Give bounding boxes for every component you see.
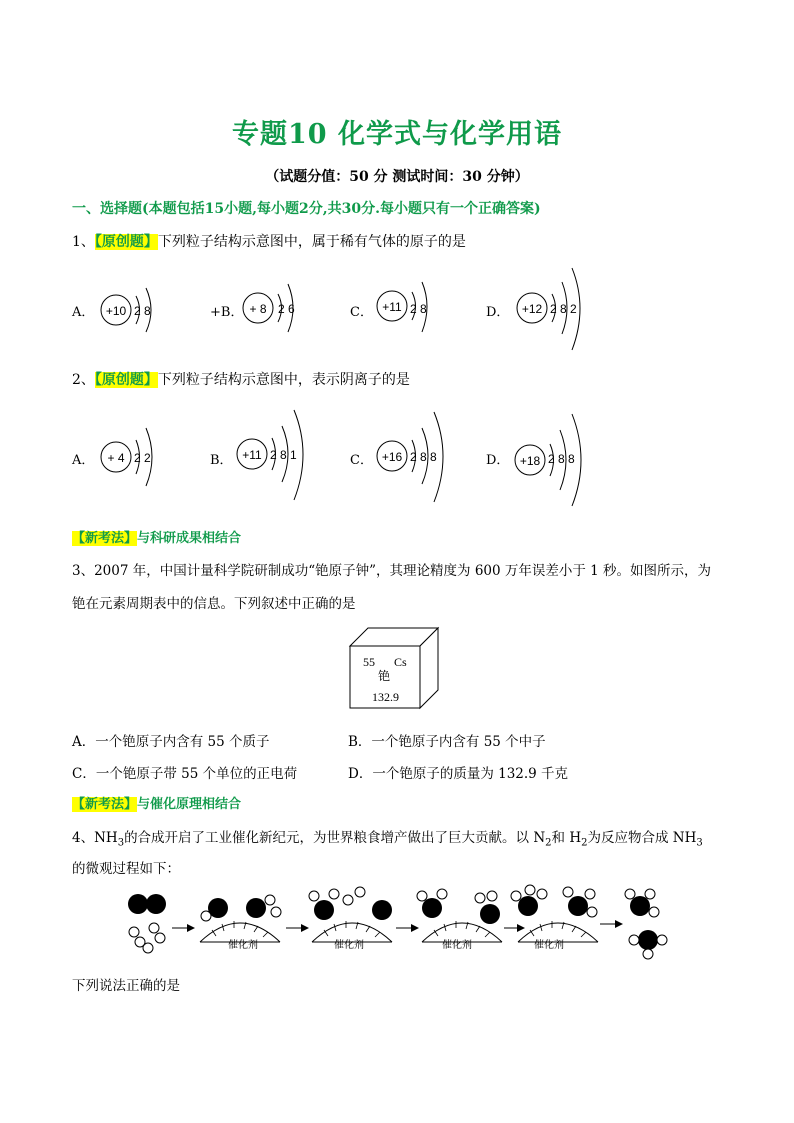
q4-sub3: 2 xyxy=(581,837,588,849)
q4-followup: 下列说法正确的是 xyxy=(72,978,180,994)
new-method-2-tag: 【新考法】 xyxy=(72,797,138,812)
q2-d-electrons: 2 8 8 xyxy=(548,452,575,466)
q3-option-c: C．一个铯原子带 55 个单位的正电荷 xyxy=(72,766,298,782)
q1-d-electrons: 2 8 2 xyxy=(550,302,577,316)
stage-5 xyxy=(511,885,598,951)
q2-a-nucleus: + 4 xyxy=(107,451,125,465)
q2-tag: 【原创题】 xyxy=(94,372,158,388)
test-info: （试题分值：50 分 测试时间：30 分钟） xyxy=(265,169,529,185)
question-1 xyxy=(72,231,466,251)
stage-4 xyxy=(417,889,502,951)
q1-option-b-diagram xyxy=(238,262,328,362)
q4-t4: 为反应物合成 NH xyxy=(587,830,697,846)
q4-t1: 4、NH xyxy=(72,830,118,846)
q1-option-d-diagram xyxy=(512,258,612,358)
q2-option-a-diagram xyxy=(96,410,186,510)
catalyst-label-4: 催化剂 xyxy=(534,940,564,951)
q4-sub1: 3 xyxy=(117,837,125,849)
q1-option-c-diagram xyxy=(372,260,462,360)
q3-option-b: B．一个铯原子内含有 55 个中子 xyxy=(348,734,546,750)
q1-b-electrons: 2 6 xyxy=(278,302,295,316)
q1-tag: 【原创题】 xyxy=(94,234,158,250)
new-method-1 xyxy=(72,527,241,546)
q2-a-electrons: 2 2 xyxy=(134,451,151,465)
q1-option-a-diagram xyxy=(96,262,186,362)
q2-option-a-label: A． xyxy=(72,453,95,468)
page-title: 专题10 化学式与化学用语 xyxy=(232,119,562,150)
q4-line1 xyxy=(72,826,703,849)
element-number: 55 xyxy=(363,655,375,669)
q2-c-electrons: 2 8 8 xyxy=(410,450,437,464)
catalyst-label-1: 催化剂 xyxy=(228,940,258,951)
q4-sub4: 3 xyxy=(696,837,703,849)
q4-t2: 的合成开启了工业催化新纪元，为世界粮食增产做出了巨大贡献。以 N xyxy=(124,830,546,846)
q4-t3: 和 H xyxy=(551,830,582,846)
element-name: 铯 xyxy=(378,669,391,683)
q1-number: 1、 xyxy=(72,234,95,250)
q1-d-nucleus: +12 xyxy=(521,302,543,316)
q2-text: 下列粒子结构示意图中，表示阴离子的是 xyxy=(157,372,410,388)
q1-c-nucleus: +11 xyxy=(382,300,402,314)
q1-c-electrons: 2 8 xyxy=(410,302,427,316)
q4-sub2: 2 xyxy=(545,837,552,849)
cesium-element-cube xyxy=(342,624,442,710)
stage-3 xyxy=(309,887,392,951)
q3-line2: 铯在元素周期表中的信息。下列叙述中正确的是 xyxy=(72,596,356,612)
q2-c-nucleus: +16 xyxy=(381,450,403,464)
element-symbol: Cs xyxy=(394,655,407,669)
q2-option-b-label: B． xyxy=(210,453,233,468)
stage-6-products xyxy=(625,889,667,959)
q2-option-c-label: C． xyxy=(350,453,373,468)
element-mass: 132.9 xyxy=(372,690,399,704)
q1-option-b-label: +B． xyxy=(210,305,244,320)
q2-number: 2、 xyxy=(72,372,95,388)
catalysis-process-diagram xyxy=(120,884,680,964)
q1-text: 下列粒子结构示意图中，属于稀有气体的原子的是 xyxy=(157,234,466,250)
q1-b-nucleus: + 8 xyxy=(249,302,267,316)
catalyst-label-3: 催化剂 xyxy=(442,940,472,951)
q3-option-d: D．一个铯原子的质量为 132.9 千克 xyxy=(348,766,569,782)
q2-option-c-diagram xyxy=(372,404,472,514)
stage-1-reactants xyxy=(128,894,166,953)
stage-2 xyxy=(200,895,281,951)
new-method-1-tag: 【新考法】 xyxy=(72,531,138,546)
q1-option-c-label: C． xyxy=(350,305,373,320)
q2-b-electrons: 2 8 1 xyxy=(270,448,297,462)
q3-line1: 3、2007 年，中国计量科学院研制成功“铯原子钟”，其理论精度为 600 万年误差小于 1 秒。如图所示，为 xyxy=(72,563,712,579)
new-method-1-text: 与科研成果相结合 xyxy=(137,531,242,546)
q1-a-electrons: 2 8 xyxy=(134,304,151,318)
q2-option-b-diagram xyxy=(232,402,332,512)
q1-option-a-label: A． xyxy=(72,305,95,320)
question-2 xyxy=(72,369,410,389)
catalyst-label-2: 催化剂 xyxy=(334,940,364,951)
q2-option-d-diagram xyxy=(510,404,610,514)
q3-option-a: A．一个铯原子内含有 55 个质子 xyxy=(72,734,270,750)
new-method-2-text: 与催化原理相结合 xyxy=(137,797,242,812)
q2-d-nucleus: +18 xyxy=(519,454,541,468)
new-method-2 xyxy=(72,793,241,812)
section-heading: 一、选择题(本题包括15小题,每小题2分,共30分.每小题只有一个正确答案) xyxy=(72,201,541,217)
q2-option-d-label: D． xyxy=(486,453,510,468)
q2-b-nucleus: +11 xyxy=(242,448,262,462)
q1-a-nucleus: +10 xyxy=(105,304,127,318)
q1-option-d-label: D． xyxy=(486,305,510,320)
q4-line2: 的微观过程如下： xyxy=(72,861,180,877)
